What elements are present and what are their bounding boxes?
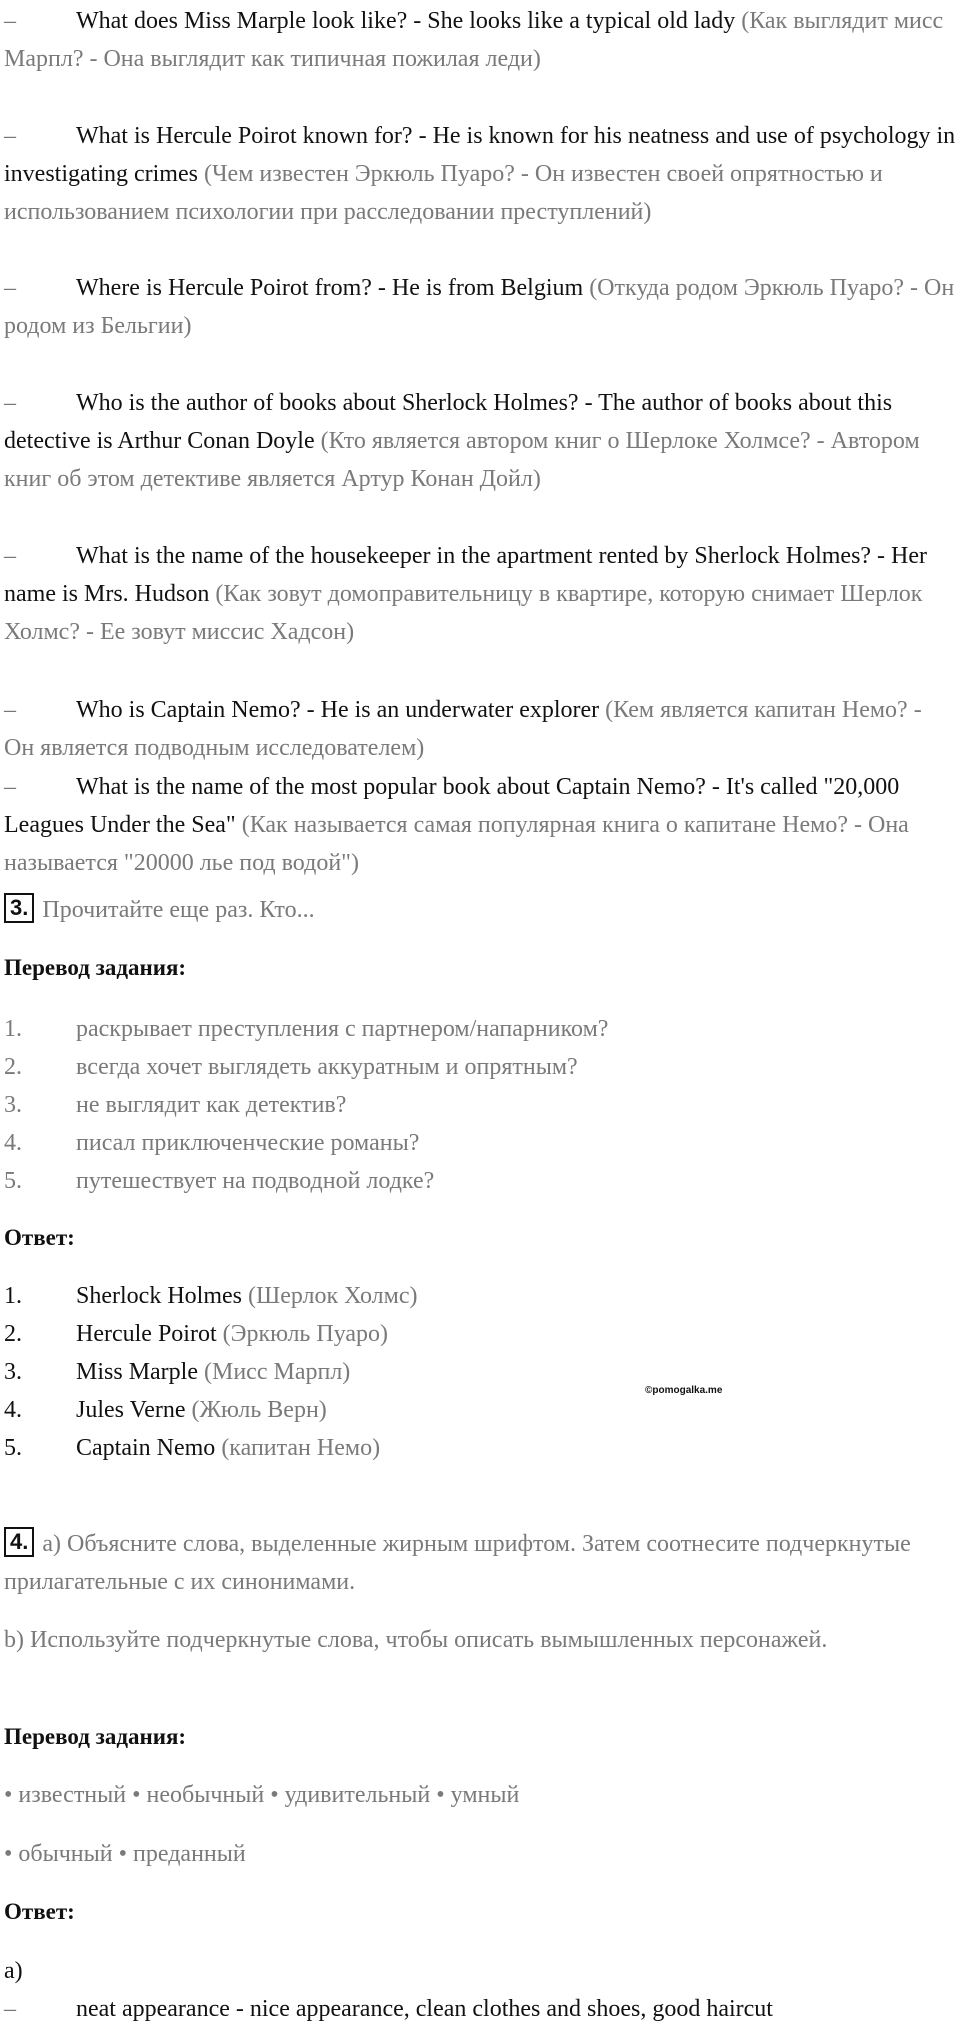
task-4-header <box>4 1525 956 1601</box>
task-number-badge: 4. <box>4 1527 34 1557</box>
item-number: 3. <box>4 1092 22 1118</box>
task-4-answer-item <box>4 1990 956 2028</box>
list-item <box>4 1086 956 1124</box>
qa-russian: (Кто является автором книг о Шерлоке Холмсе? - Автором книг об этом детективе является Артур Конан Дойл) <box>4 428 920 492</box>
answer-russian: (Эркюль Пуаро) <box>222 1321 389 1347</box>
qa-russian: (Как зовут домоправительницу в квартире, которую снимает Шерлок Холмс? - Ее зовут миссис Хадсон) <box>4 581 923 645</box>
task-4-answer-part-label: a) <box>4 1958 23 1984</box>
answer-english: Captain Nemo <box>76 1435 216 1461</box>
list-item <box>4 1315 956 1353</box>
qa-item <box>4 117 956 231</box>
list-item <box>4 1429 956 1467</box>
item-number: 3. <box>4 1359 22 1385</box>
item-number: 1. <box>4 1283 22 1309</box>
answer-english: Miss Marple <box>76 1359 198 1385</box>
item-number: 5. <box>4 1168 22 1194</box>
task-3-header <box>4 891 956 929</box>
qa-english: What is the name of the most popular book about Captain Nemo? - It's called "20,000 Leagues Under the Sea" <box>4 774 900 838</box>
qa-english: Who is the author of books about Sherlock Holmes? - The author of books about this detective is Arthur Conan Doyle <box>4 390 893 454</box>
qa-english: What does Miss Marple look like? - She looks like a typical old lady <box>76 8 736 34</box>
qa-item <box>4 537 956 651</box>
dash-marker: – <box>4 543 16 569</box>
qa-russian: (Кем является капитан Немо? - Он является подводным исследователем) <box>4 697 922 761</box>
item-text: всегда хочет выглядеть аккуратным и опрятным? <box>76 1054 578 1080</box>
item-text: раскрывает преступления с партнером/напарником? <box>76 1016 609 1042</box>
list-item <box>4 1277 956 1315</box>
answer-english: Jules Verne <box>76 1397 186 1423</box>
task-3-translation-heading: Перевод задания: <box>4 955 187 980</box>
item-text: путешествует на подводной лодке? <box>76 1168 435 1194</box>
dash-marker: – <box>4 697 16 723</box>
qa-item <box>4 269 956 345</box>
task-3-answer-heading: Ответ: <box>4 1225 75 1250</box>
qa-english: What is the name of the housekeeper in the apartment rented by Sherlock Holmes? - Her name is Mrs. Hudson <box>4 543 928 607</box>
dash-marker: – <box>4 390 16 416</box>
task-4-translation-heading: Перевод задания: <box>4 1724 187 1749</box>
qa-english: Who is Captain Nemo? - He is an underwater explorer <box>76 697 600 723</box>
dash-marker: – <box>4 774 16 800</box>
qa-russian: (Как выглядит мисс Марпл? - Она выглядит как типичная пожилая леди) <box>4 8 944 72</box>
answer-english: Sherlock Holmes <box>76 1283 242 1309</box>
qa-item <box>4 768 956 882</box>
qa-russian: (Откуда родом Эркюль Пуаро? - Он родом из Бельгии) <box>4 275 955 339</box>
task-4-instruction-b: b) Используйте подчеркнутые слова, чтобы описать вымышленных персонажей. <box>4 1627 828 1653</box>
answer-russian: (Жюль Верн) <box>191 1397 327 1423</box>
task-number-badge: 3. <box>4 893 34 923</box>
qa-russian: (Как называется самая популярная книга о капитане Немо? - Она называется "20000 лье под водой") <box>4 812 909 876</box>
qa-item <box>4 384 956 498</box>
task-4-word-list-2: • обычный • преданный <box>4 1841 246 1867</box>
answer-russian: (Шерлок Холмс) <box>247 1283 418 1309</box>
item-number: 1. <box>4 1016 22 1042</box>
item-text: не выглядит как детектив? <box>76 1092 347 1118</box>
dash-marker: – <box>4 1996 16 2022</box>
qa-russian: (Чем известен Эркюль Пуаро? - Он известен своей опрятностью и использованием психологии при расследовании преступлений) <box>4 161 883 225</box>
list-item <box>4 1353 956 1391</box>
watermark: ©pomogalka.me <box>645 1385 723 1396</box>
answer-russian: (капитан Немо) <box>221 1435 381 1461</box>
list-item <box>4 1162 956 1200</box>
item-text: писал приключенческие романы? <box>76 1130 420 1156</box>
list-item <box>4 1391 956 1429</box>
dash-marker: – <box>4 123 16 149</box>
task-4-word-list-1: • известный • необычный • удивительный • умный <box>4 1782 520 1808</box>
item-number: 4. <box>4 1397 22 1423</box>
task-4-answer-heading: Ответ: <box>4 1899 75 1924</box>
answer-russian: (Мисс Марпл) <box>204 1359 351 1385</box>
task-3-translation-list <box>4 1010 956 1200</box>
qa-item <box>4 2 956 78</box>
dash-marker: – <box>4 275 16 301</box>
item-number: 4. <box>4 1130 22 1156</box>
task-3-answer-list <box>4 1277 956 1467</box>
task-3-instruction: Прочитайте еще раз. Кто... <box>42 897 315 923</box>
qa-english: Where is Hercule Poirot from? - He is from Belgium <box>76 275 584 301</box>
task-4-instruction-a: a) Объясните слова, выделенные жирным шрифтом. Затем соотнесите подчеркнутые прилагательные с их синонимами. <box>4 1531 911 1595</box>
list-item <box>4 1048 956 1086</box>
list-item <box>4 1124 956 1162</box>
item-number: 5. <box>4 1435 22 1461</box>
dash-marker: – <box>4 8 16 34</box>
qa-english: What is Hercule Poirot known for? - He is known for his neatness and use of psychology in investigating crimes <box>4 123 956 187</box>
answer-english: neat appearance - nice appearance, clean clothes and shoes, good haircut <box>76 1996 773 2022</box>
qa-item <box>4 691 956 767</box>
item-number: 2. <box>4 1054 22 1080</box>
answer-english: Hercule Poirot <box>76 1321 217 1347</box>
item-number: 2. <box>4 1321 22 1347</box>
list-item <box>4 1010 956 1048</box>
